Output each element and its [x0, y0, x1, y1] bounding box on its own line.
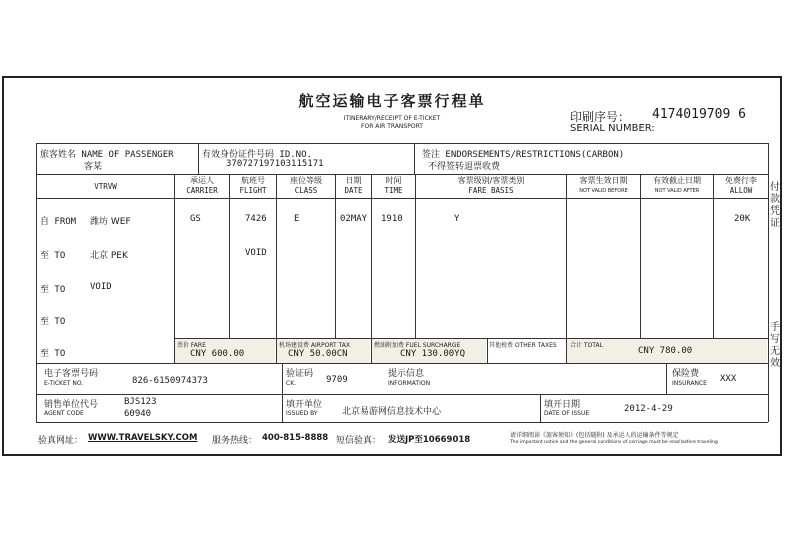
grid-line — [282, 363, 283, 394]
serial-label-cn: 印刷序号： — [570, 110, 631, 124]
itinerary-receipt — [2, 76, 782, 456]
agent-code-value-1: BJS123 — [124, 397, 157, 407]
grid-line — [36, 394, 768, 395]
issued-by-label-en: ISSUED BY — [286, 410, 318, 417]
segment-time: 1910 — [381, 214, 403, 224]
insurance-label-en: INSURANCE — [672, 380, 707, 387]
grid-line — [371, 174, 372, 363]
grid-line — [414, 143, 415, 174]
grid-line — [36, 143, 768, 144]
notice-cn: 请详细阅读《旅客须知》(包括随附) 及承运人的运输条件等规定 — [510, 432, 679, 439]
info-label-cn: 提示信息 — [388, 369, 425, 379]
document-title: 航空运输电子客票行程单 — [298, 92, 486, 110]
eticket-label-cn: 电子客票号码 — [44, 369, 99, 379]
passenger-name-value: 客某 — [84, 162, 103, 172]
serial-number: 4174019709 6 — [652, 107, 746, 122]
segment-allow: 20K — [734, 214, 751, 224]
passenger-name-label: 旅客姓名 NAME OF PASSENGER — [40, 150, 174, 160]
col-fare-basis: 客票级别/客票类别 FARE BASIS — [457, 176, 525, 195]
grid-line — [36, 363, 768, 364]
endorsements-label: 签注 ENDORSEMENTS/RESTRICTIONS(CARBON) — [422, 150, 625, 160]
id-number-label: 有效身份证件号码 ID.NO. — [202, 150, 312, 160]
col-flight: 航班号 FLIGHT — [239, 176, 267, 195]
grid-line — [566, 174, 567, 363]
grid-line — [335, 174, 336, 338]
segment-city: 潍坊 WEF — [90, 217, 131, 227]
col-not-valid-before: 客票生效日期 NOT VALID BEFORE — [579, 176, 628, 194]
agent-code-label-cn: 销售单位代号 — [44, 400, 99, 410]
col-time: 时间 TIME — [384, 176, 403, 195]
side-note-top: 付款凭证 — [770, 182, 780, 229]
fare-value: CNY 600.00 — [190, 349, 245, 359]
insurance-label-cn: 保险费 — [672, 369, 700, 379]
sms-verify-value: 发送JP至10669018 — [388, 435, 471, 445]
endorsements-value: 不得签转退票收费 — [428, 162, 501, 172]
segment-prefix: 至 TO — [40, 349, 66, 359]
hotline-label: 服务热线： — [212, 436, 258, 446]
issue-date-value: 2012-4-29 — [624, 404, 673, 414]
segment-prefix: 至 TO — [40, 251, 66, 261]
segment-prefix: 至 TO — [40, 317, 66, 327]
issued-by-value: 北京易游网信息技术中心 — [342, 407, 442, 417]
subtitle-line-2: FOR AIR TRANSPORT — [361, 123, 423, 130]
segment-city: VOID — [90, 282, 112, 292]
col-class: 座位等级 CLASS — [290, 176, 322, 195]
sms-verify-label: 短信验真： — [336, 436, 382, 446]
ck-label-cn: 验证码 — [286, 369, 314, 379]
col-not-valid-after: 有效截止日期 NOT VALID AFTER — [653, 176, 701, 194]
subtitle-line-1: ITINERARY/RECEIPT OF E-TICKET — [343, 115, 441, 122]
verify-site-label: 验真网址： — [38, 436, 84, 446]
fuel-label: 燃油附加费 FUEL SURCHARGE — [374, 342, 461, 349]
issue-date-label-en: DATE OF ISSUE — [544, 410, 590, 417]
segment-class: E — [294, 214, 300, 224]
side-note-bottom: 手写无效 — [770, 322, 780, 369]
segment-fare-basis: Y — [454, 214, 460, 224]
col-carrier: 承运人 CARRIER — [186, 176, 218, 195]
fuel-value: CNY 130.00YQ — [400, 349, 466, 359]
grid-line — [198, 143, 199, 174]
tax-value: CNY 50.00CN — [288, 349, 348, 359]
col-date: 日期 DATE — [344, 176, 363, 195]
grid-line — [415, 174, 416, 338]
grid-line — [640, 174, 641, 338]
segment-flight: 7426 — [245, 214, 267, 224]
total-value: CNY 780.00 — [638, 346, 693, 356]
tax-label: 机场建设费 AIRPORT TAX — [279, 342, 351, 349]
ck-label-en: CK. — [286, 380, 297, 387]
grid-line — [487, 338, 488, 363]
other-taxes-label: 其他税费 OTHER TAXES — [489, 342, 557, 349]
grid-line — [36, 422, 768, 423]
serial-label-en: SERIAL NUMBER: — [570, 123, 655, 134]
agent-code-value-2: 60940 — [124, 409, 152, 419]
issue-date-label-cn: 填开日期 — [544, 400, 581, 410]
segment-carrier: GS — [190, 214, 201, 224]
grid-line — [36, 198, 768, 199]
grid-line — [540, 394, 541, 422]
segment-date: 02MAY — [340, 214, 368, 224]
ck-value: 9709 — [326, 375, 348, 385]
col-route: VTRVW — [94, 182, 117, 191]
eticket-label-en: E-TICKET NO. — [44, 380, 84, 387]
verify-site-link[interactable]: WWW.TRAVELSKY.COM — [88, 433, 198, 443]
grid-line — [36, 174, 768, 175]
col-allow: 免费行李 ALLOW — [725, 176, 757, 195]
issued-by-label-cn: 填开单位 — [286, 400, 323, 410]
hotline-value: 400-815-8888 — [262, 433, 329, 443]
segment-prefix: 自 FROM — [40, 217, 77, 227]
grid-line — [229, 174, 230, 338]
info-label-en: INFORMATION — [388, 380, 431, 387]
total-label: 合计 TOTAL — [570, 342, 603, 349]
grid-line — [666, 363, 667, 394]
agent-code-label-en: AGENT CODE — [44, 410, 84, 417]
eticket-number: 826-6150974373 — [132, 376, 208, 386]
notice-en: The important notice and the general conditions of carriage must be read before traveling — [510, 440, 718, 445]
segment-flight: VOID — [245, 248, 267, 258]
id-number-value: 370727197103115171 — [226, 159, 324, 169]
grid-line — [174, 174, 175, 363]
segment-prefix: 至 TO — [40, 285, 66, 295]
grid-line — [282, 394, 283, 422]
insurance-value: XXX — [720, 374, 737, 384]
grid-line — [713, 174, 714, 338]
fare-label: 票价 FARE — [177, 342, 206, 349]
grid-line — [276, 174, 277, 363]
segment-city: 北京 PEK — [90, 251, 128, 261]
